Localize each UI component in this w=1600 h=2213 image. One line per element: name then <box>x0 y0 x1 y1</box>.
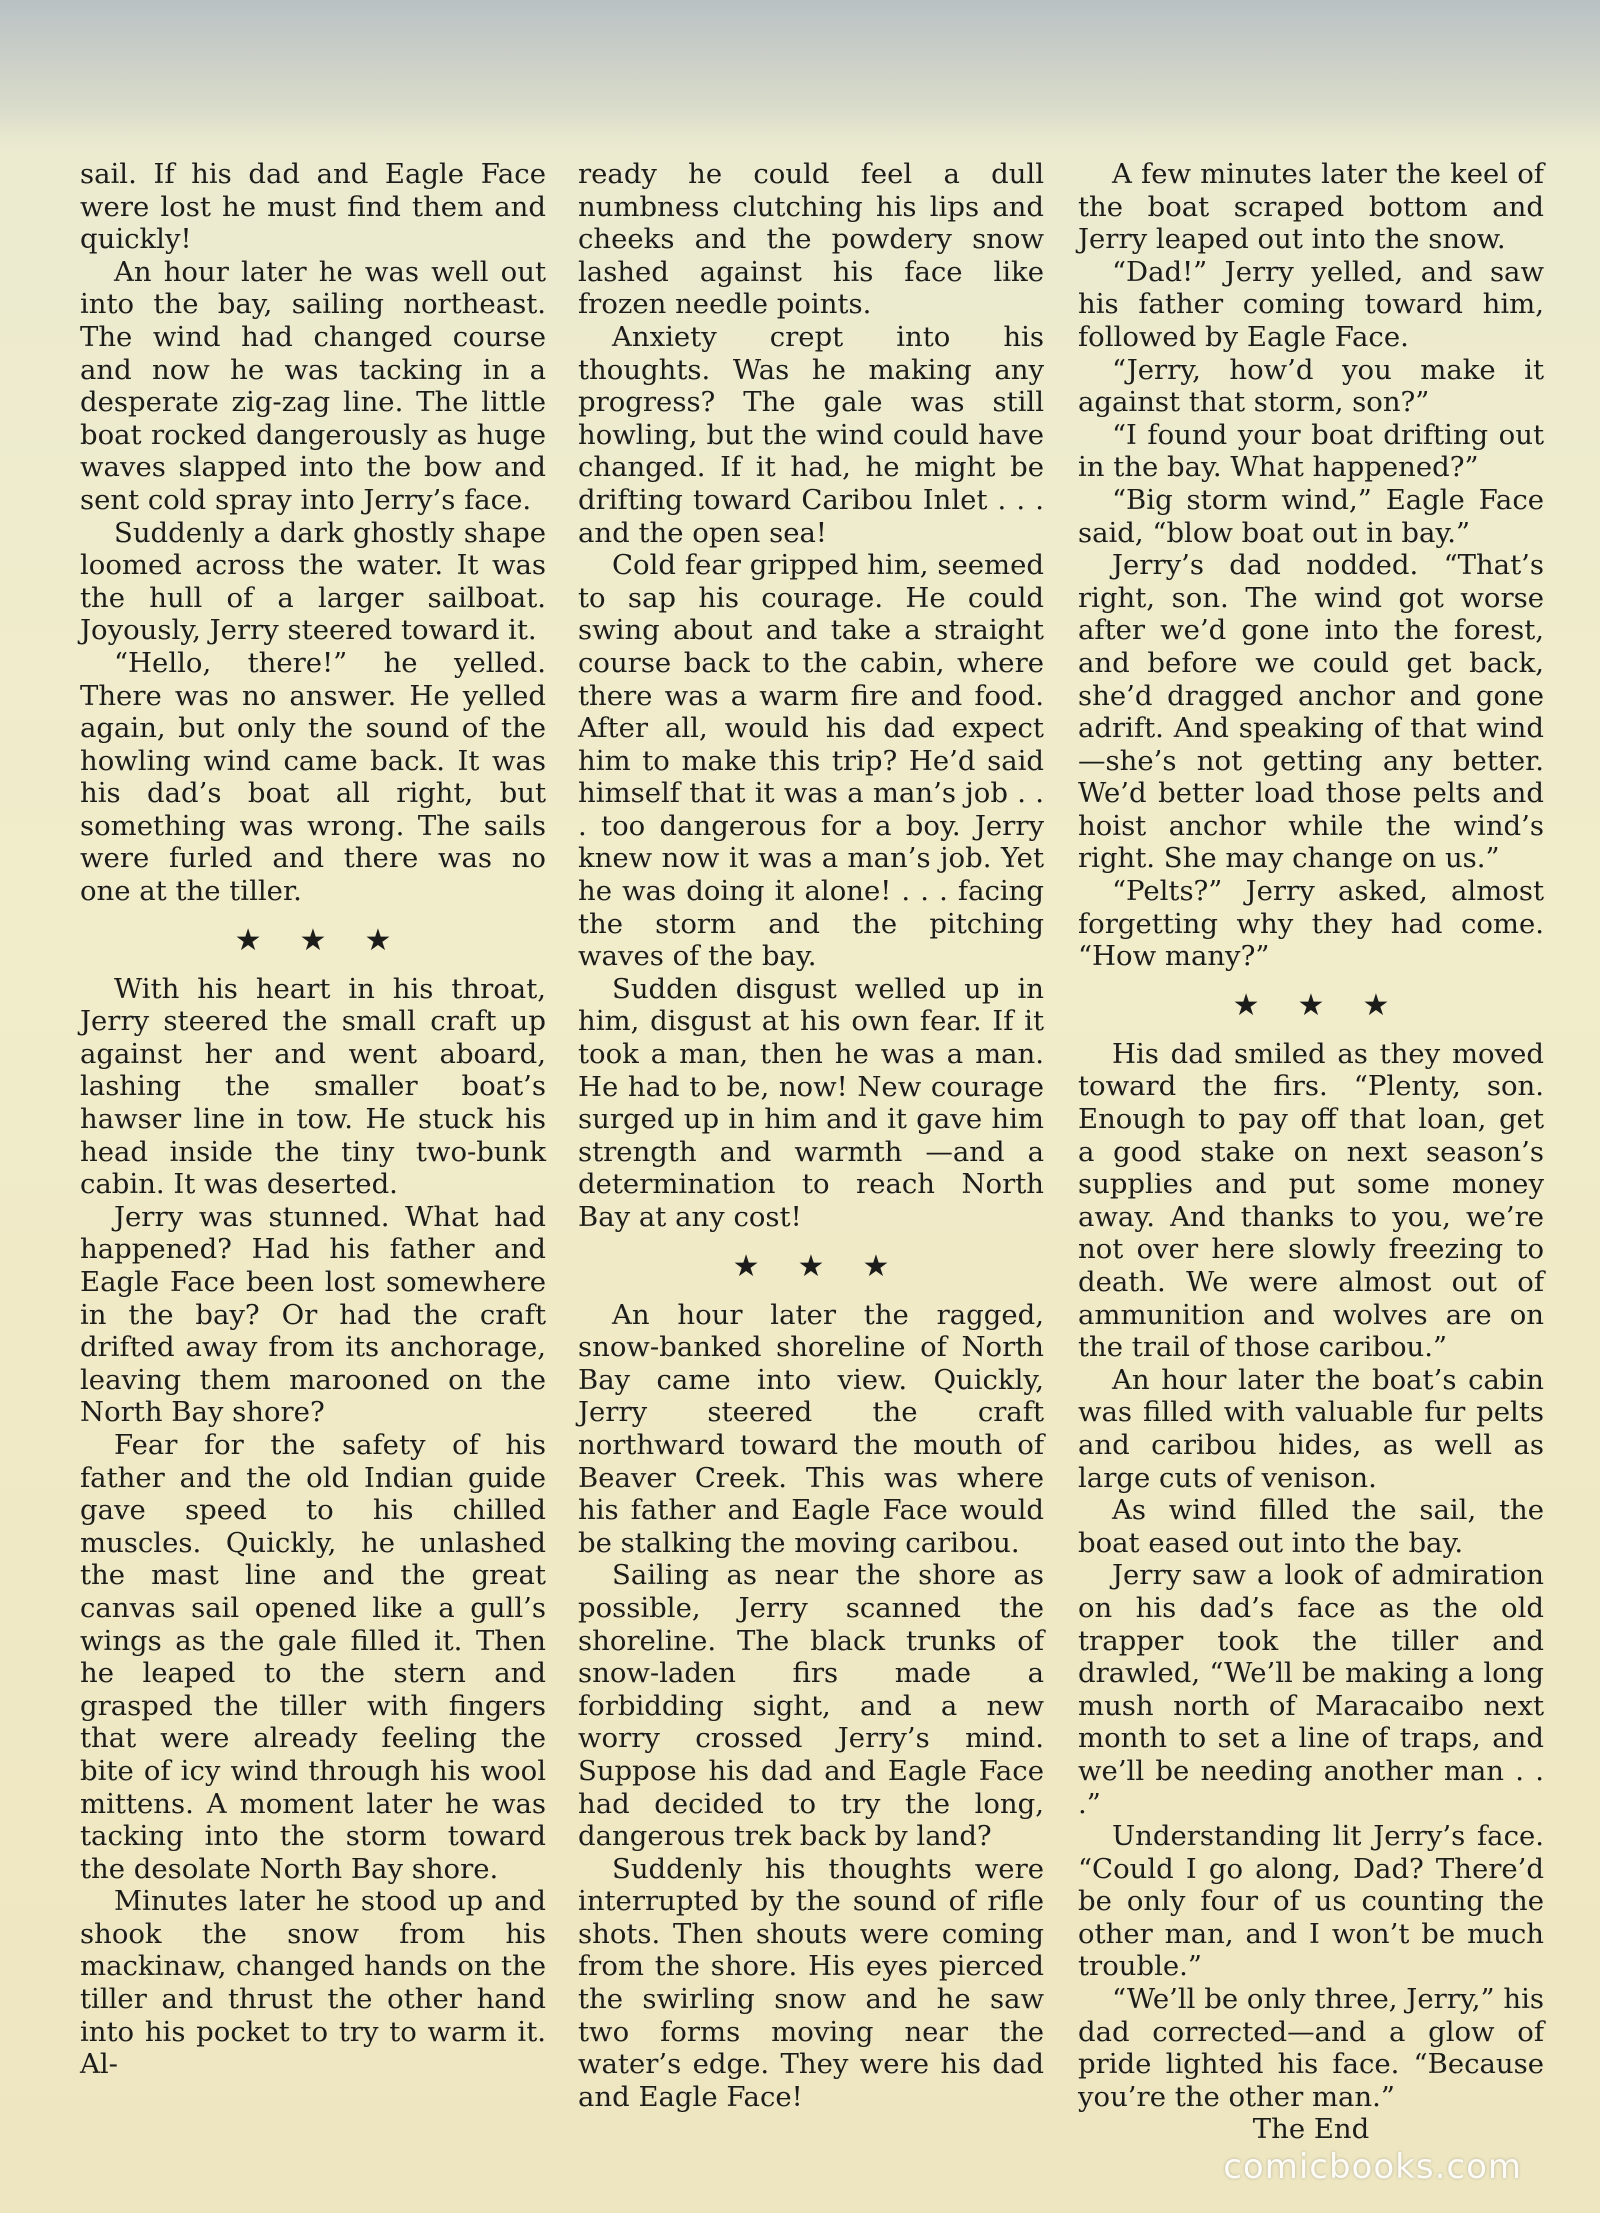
text-column-3 <box>1078 158 1544 2146</box>
text-column-1 <box>80 158 546 2081</box>
story-paragraph: Fear for the safety of his father and the old Indian guide gave speed to his chilled muscles. Quickly, he unlashed the mast line and the great canvas sail opened like a gull’s wings as the gale filled it. Then he leaped to the stern and grasped the tiller with fingers that were already feeling the bite of icy wind through his wool mittens. A moment later he was tacking into the storm toward the desolate North Bay shore. <box>80 1428 546 1885</box>
story-paragraph: ready he could feel a dull numbness clutching his lips and cheeks and the powdery snow lashed against his face like frozen needle points. <box>578 158 1044 321</box>
section-break-stars: ★★★ <box>732 1248 928 1284</box>
story-paragraph: An hour later the boat’s cabin was filled with valuable fur pelts and caribou hides, as well as large cuts of venison. <box>1078 1363 1544 1494</box>
story-paragraph: Cold fear gripped him, seemed to sap his courage. He could swing about and take a straight course back to the cabin, where there was a warm fire and food. After all, would his dad expect him to make this trip? He’d said himself that it was a man’s job . . . too dangerous for a boy. Jerry knew now it was a man’s job. Yet he was doing it alone! . . . facing the storm and the pitching waves of the bay. <box>578 549 1044 973</box>
story-paragraph: Jerry saw a look of admiration on his dad’s face as the old trapper took the tiller and drawled, “We’ll be making a long mush north of Maracaibo next month to set a line of traps, and we’ll be needing another man . . .” <box>1078 1559 1544 1820</box>
the-end-label: The End <box>1252 2113 1370 2146</box>
story-paragraph: With his heart in his throat, Jerry steered the small craft up against her and went aboard, lashing the smaller boat’s hawser line in tow. He stuck his head inside the tiny two-bunk cabin. It was deserted. <box>80 972 546 1201</box>
story-paragraph: “We’ll be only three, Jerry,” his dad corrected—and a glow of pride lighted his face. “Because you’re the other man.” <box>1078 1983 1544 2113</box>
story-paragraph: “Pelts?” Jerry asked, almost forgetting why they had come. “How many?” <box>1078 875 1544 973</box>
story-paragraph: Suddenly his thoughts were interrupted by the sound of rifle shots. Then shouts were coming from the shore. His eyes pierced the swirling snow and he saw two forms moving near the water’s edge. They were his dad and Eagle Face! <box>578 1852 1044 2113</box>
story-paragraph: Jerry was stunned. What had happened? Had his father and Eagle Face been lost somewhere in the bay? Or had the craft drifted away from its anchorage, leaving them marooned on the North Bay shore? <box>80 1200 546 1429</box>
story-paragraph: Anxiety crept into his thoughts. Was he making any progress? The gale was still howling, but the wind could have changed. If it had, he might be drifting toward Caribou Inlet . . . and the open sea! <box>578 320 1044 549</box>
section-break-stars: ★★★ <box>234 922 430 958</box>
story-paragraph: As wind filled the sail, the boat eased out into the bay. <box>1078 1494 1544 1559</box>
text-column-2 <box>578 158 1044 2113</box>
site-watermark: comicbooks.com <box>1223 2147 1522 2187</box>
story-paragraph: “Big storm wind,” Eagle Face said, “blow boat out in bay.” <box>1078 483 1544 549</box>
section-break-stars: ★★★ <box>1232 987 1428 1023</box>
story-paragraph: Sudden disgust welled up in him, disgust at his own fear. If it took a man, then he was a man. He had to be, now! New courage surged up in him and it gave him strength and warmth —and a determination to reach North Bay at any cost! <box>578 972 1044 1233</box>
story-paragraph: “I found your boat drifting out in the bay. What happened?” <box>1078 418 1544 484</box>
page-top-edge <box>0 0 1600 150</box>
story-paragraph: Minutes later he stood up and shook the snow from his mackinaw, changed hands on the tiller and thrust the other hand into his pocket to try to warm it. Al- <box>80 1885 546 2081</box>
story-paragraph: An hour later the ragged, snow-banked shoreline of North Bay came into view. Quickly, Jerry steered the craft northward toward the mouth of Beaver Creek. This was where his father and Eagle Face would be stalking the moving caribou. <box>578 1298 1044 1559</box>
story-paragraph: “Hello, there!” he yelled. There was no answer. He yelled again, but only the sound of the howling wind came back. It was his dad’s boat all right, but something was wrong. The sails were furled and there was no one at the tiller. <box>80 646 546 908</box>
story-paragraph: Jerry’s dad nodded. “That’s right, son. The wind got worse after we’d gone into the forest, and before we could get back, she’d dragged anchor and gone adrift. And speaking of that wind —she’s not getting any better. We’d better load those pelts and hoist anchor while the wind’s right. She may change on us.” <box>1078 549 1544 875</box>
story-paragraph: Sailing as near the shore as possible, Jerry scanned the shoreline. The black trunks of snow-laden firs made a forbidding sight, and a new worry crossed Jerry’s mind. Suppose his dad and Eagle Face had decided to try the long, dangerous trek back by land? <box>578 1559 1044 1853</box>
story-paragraph: Suddenly a dark ghostly shape loomed across the water. It was the hull of a larger sailboat. Joyously, Jerry steered toward it. <box>80 516 546 647</box>
story-paragraph: “Dad!” Jerry yelled, and saw his father coming toward him, followed by Eagle Face. <box>1078 255 1544 353</box>
story-paragraph: “Jerry, how’d you make it against that storm, son?” <box>1078 353 1544 419</box>
story-paragraph: A few minutes later the keel of the boat scraped bottom and Jerry leaped out into the snow. <box>1078 158 1544 256</box>
story-paragraph: sail. If his dad and Eagle Face were lost he must find them and quickly! <box>80 158 546 256</box>
story-paragraph: His dad smiled as they moved toward the firs. “Plenty, son. Enough to pay off that loan, get a good stake on next season’s supplies and put some money away. And thanks to you, we’re not over here slowly freezing to death. We were almost out of ammunition and wolves are on the trail of those caribou.” <box>1078 1037 1544 1364</box>
story-paragraph: Understanding lit Jerry’s face. “Could I go along, Dad? There’d be only four of us counting the other man, and I won’t be much trouble.” <box>1078 1820 1544 1983</box>
story-paragraph: An hour later he was well out into the bay, sailing northeast. The wind had changed course and now he was tacking in a desperate zig-zag line. The little boat rocked dangerously as huge waves slapped into the bow and sent cold spray into Jerry’s face. <box>80 255 546 516</box>
